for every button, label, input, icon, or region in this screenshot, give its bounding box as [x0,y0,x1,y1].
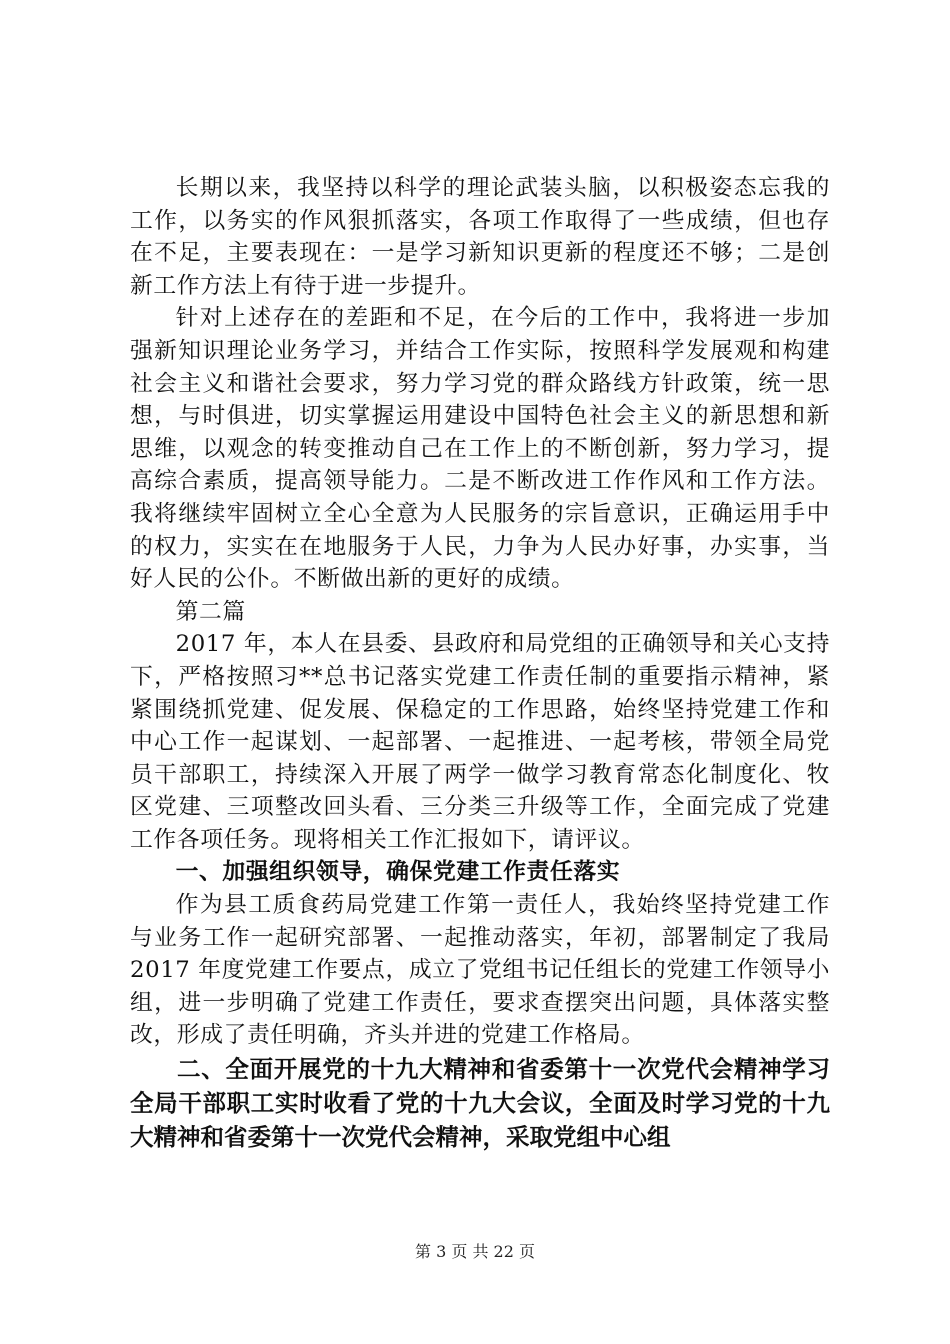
paragraph-2: 针对上述存在的差距和不足，在今后的工作中，我将进一步加强新知识理论业务学习，并结合工作实际，按照科学发展观和构建社会主义和谐社会要求，努力学习党的群众路线方针政策，统一思想，与时俱进，切实掌握运用建设中国特色社会主义的新思想和新思维，以观念的转变推动自己在工作上的不断创新，努力学习，提高综合素质，提高领导能力。二是不断改进工作作风和工作方法。我将继续牢固树立全心全意为人民服务的宗旨意识，正确运用手中的权力，实实在在地服务于人民，力争为人民办好事，办实事，当好人民的公仆。不断做出新的更好的成绩。 [130,305,830,593]
section-label: 第二篇 [175,598,246,625]
page-footer: 第 3 页 共 22 页 [415,1242,535,1261]
heading-1: 一、加强组织领导，确保党建工作责任落实 [175,859,621,886]
heading-2: 二、全面开展党的十九大精神和省委第十一次党代会精神学习全局干部职工实时收看了党的十九大会议，全面及时学习党的十九大精神和省委第十一次党代会精神，采取党组中心组 [130,1055,830,1152]
paragraph-4: 作为县工质食药局党建工作第一责任人，我始终坚持党建工作与业务工作一起研究部署、一起推动落实，年初，部署制定了我局 2017 年度党建工作要点，成立了党组书记任组长的党建工作领导小组，进一步明确了党建工作责任，要求查摆突出问题，具体落实整改，形成了责任明确，齐头并进的党建工作格局。 [130,892,830,1049]
paragraph-1: 长期以来，我坚持以科学的理论武装头脑，以积极姿态忘我的工作，以务实的作风狠抓落实，各项工作取得了一些成绩，但也存在不足，主要表现在：一是学习新知识更新的程度还不够；二是创新工作方法上有待于进一步提升。 [130,175,830,299]
paragraph-3: 2017 年，本人在县委、县政府和局党组的正确领导和关心支持下，严格按照习**总书记落实党建工作责任制的重要指示精神，紧紧围绕抓党建、促发展、保稳定的工作思路，始终坚持党建工作和中心工作一起谋划、一起部署、一起推进、一起考核，带领全局党员干部职工，持续深入开展了两学一做学习教育常态化制度化、牧区党建、三项整改回头看、三分类三升级等工作，全面完成了党建工作各项任务。现将相关工作汇报如下，请评议。 [130,631,830,853]
document-body [130,172,830,1154]
